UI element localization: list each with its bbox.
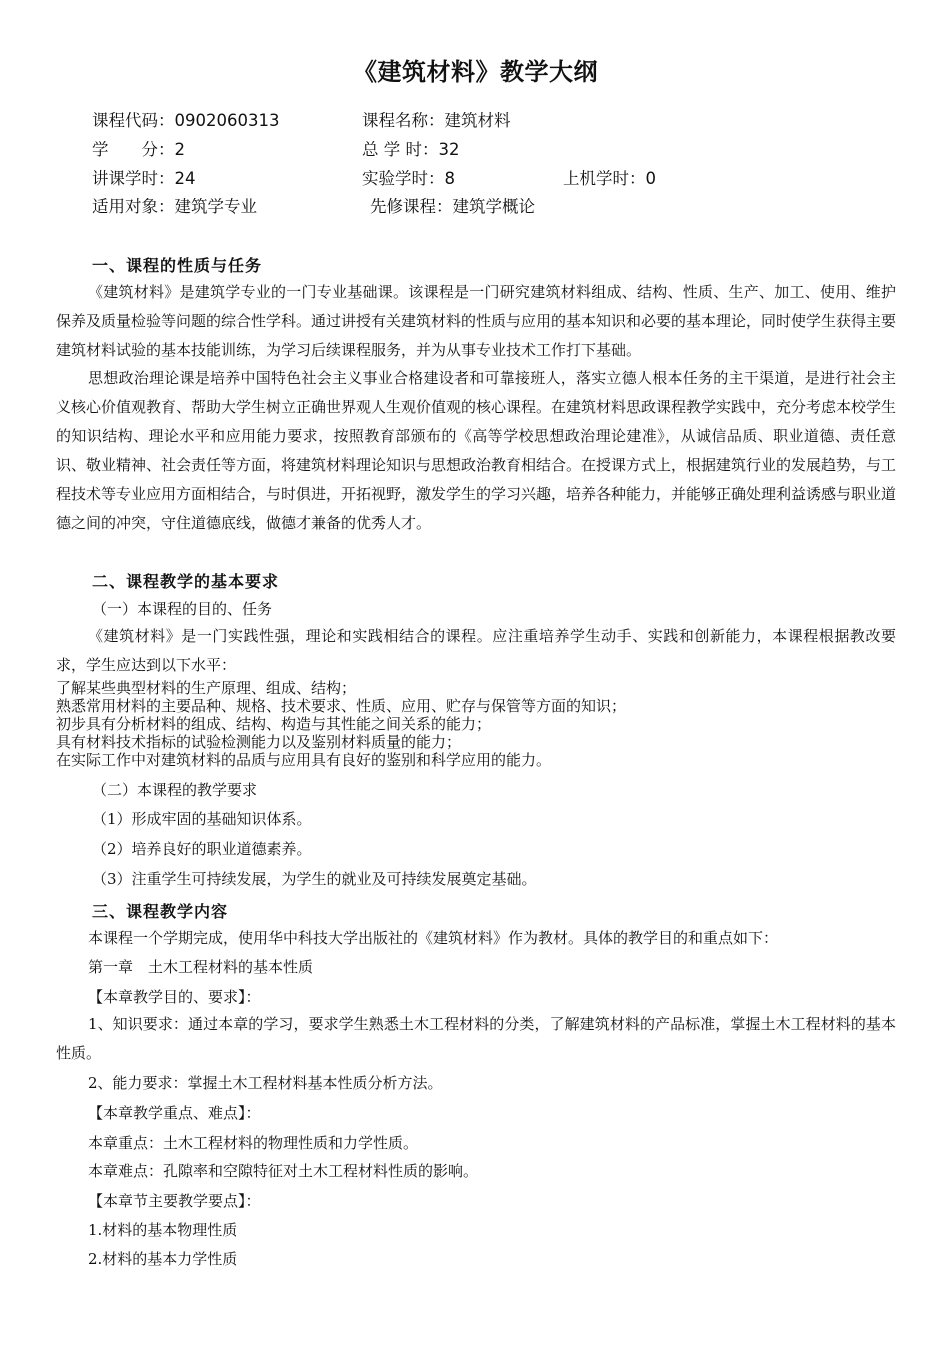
- computer-hours: 上机学时：0: [563, 169, 656, 188]
- requirement-item: （1）形成牢固的基础知识体系。: [92, 810, 312, 828]
- list-item: 了解某些典型材料的生产原理、组成、结构；: [56, 679, 357, 697]
- document-title: 《建筑材料》教学大纲: [353, 58, 598, 86]
- lab-hours: 实验学时：8: [362, 169, 455, 188]
- section2-subheading-1: （一）本课程的目的、任务: [92, 600, 273, 618]
- section2-paragraph-1: 《建筑材料》是一门实践性强，理论和实践相结合的课程。应注重培养学生动手、实践和创新能力，本课程根据教改要求，学生应达到以下水平：: [56, 627, 896, 674]
- list-item: 具有材料技术指标的试验检测能力以及鉴别材料质量的能力；: [56, 733, 462, 751]
- credits: 学 分：2: [92, 140, 185, 159]
- key-heading: 【本章教学重点、难点】：: [88, 1104, 261, 1122]
- section1-paragraph-2: 思想政治理论课是培养中国特色社会主义事业合格建设者和可靠接班人，落实立德人根本任务的主干渠道，是进行社会主义核心价值观教育、帮助大学生树立正确世界观人生观价值观的核心课程。在建筑材料思政课程教学实践中，充分考虑本校学生的知识结构、理论水平和应用能力要求，按照教育部颁布的《高等学校思想政治理论建准》，从诚信品质、职业道德、责任意识、敬业精神、社会责任等方面，将建筑材料理论知识与思想政治教育相结合。在授课方式上，根据建筑行业的发展趋势，与工程技术等专业应用方面相结合，与时俱进，开拓视野，激发学生的学习兴趣，培养各种能力，并能够正确处理利益诱感与职业道德之间的冲突，守住道德底线，做德才兼备的优秀人才。: [56, 369, 897, 532]
- section3-heading: 三、课程教学内容: [92, 902, 229, 921]
- goal-heading: 【本章教学目的、要求】：: [88, 988, 261, 1006]
- goal-ability: 2、能力要求：掌握土木工程材料基本性质分析方法。: [88, 1074, 443, 1092]
- list-item: 熟悉常用材料的主要品种、规格、技术要求、性质、应用、贮存与保管等方面的知识；: [56, 697, 627, 715]
- course-name: 课程名称：建筑材料: [362, 111, 511, 130]
- list-item: 在实际工作中对建筑材料的品质与应用具有良好的鉴别和科学应用的能力。: [56, 751, 552, 769]
- difficulty-point: 本章难点：孔隙率和空隙特征对土木工程材料性质的影响。: [88, 1162, 479, 1180]
- teaching-point: 2.材料的基本力学性质: [88, 1250, 238, 1268]
- section2-heading: 二、课程教学的基本要求: [92, 572, 280, 591]
- prerequisite: 先修课程：建筑学概论: [370, 197, 535, 216]
- section1-paragraph-1: 《建筑材料》是建筑学专业的一门专业基础课。该课程是一门研究建筑材料组成、结构、性质、生产、加工、使用、维护保养及质量检验等问题的综合性学科。通过讲授有关建筑材料的性质与应用的基本知识和必要的基本理论，同时使学生获得主要建筑材料试验的基本技能训练，为学习后续课程服务，并为从事专业技术工作打下基础。: [56, 283, 897, 359]
- list-item: 初步具有分析材料的组成、结构、构造与其性能之间关系的能力；: [56, 715, 492, 733]
- teaching-point: 1.材料的基本物理性质: [88, 1221, 238, 1239]
- total-hours: 总 学 时：32: [362, 140, 460, 159]
- requirement-item: （3）注重学生可持续发展，为学生的就业及可持续发展奠定基础。: [92, 870, 537, 888]
- chapter-title: 第一章 土木工程材料的基本性质: [88, 958, 314, 976]
- audience: 适用对象：建筑学专业: [92, 197, 257, 216]
- lecture-hours: 讲课学时：24: [92, 169, 196, 188]
- key-point: 本章重点：土木工程材料的物理性质和力学性质。: [88, 1134, 419, 1152]
- goal-knowledge: 1、知识要求：通过本章的学习，要求学生熟悉土木工程材料的分类，了解建筑材料的产品标准，掌握土木工程材料的基本性质。: [56, 1015, 896, 1062]
- section2-subheading-2: （二）本课程的教学要求: [92, 781, 258, 799]
- requirement-item: （2）培养良好的职业道德素养。: [92, 840, 312, 858]
- section3-intro: 本课程一个学期完成，使用华中科技大学出版社的《建筑材料》作为教材。具体的教学目的和重点如下：: [88, 929, 779, 947]
- section1-heading: 一、课程的性质与任务: [92, 256, 263, 275]
- points-heading: 【本章节主要教学要点】：: [88, 1192, 261, 1210]
- course-code: 课程代码：0902060313: [92, 111, 280, 130]
